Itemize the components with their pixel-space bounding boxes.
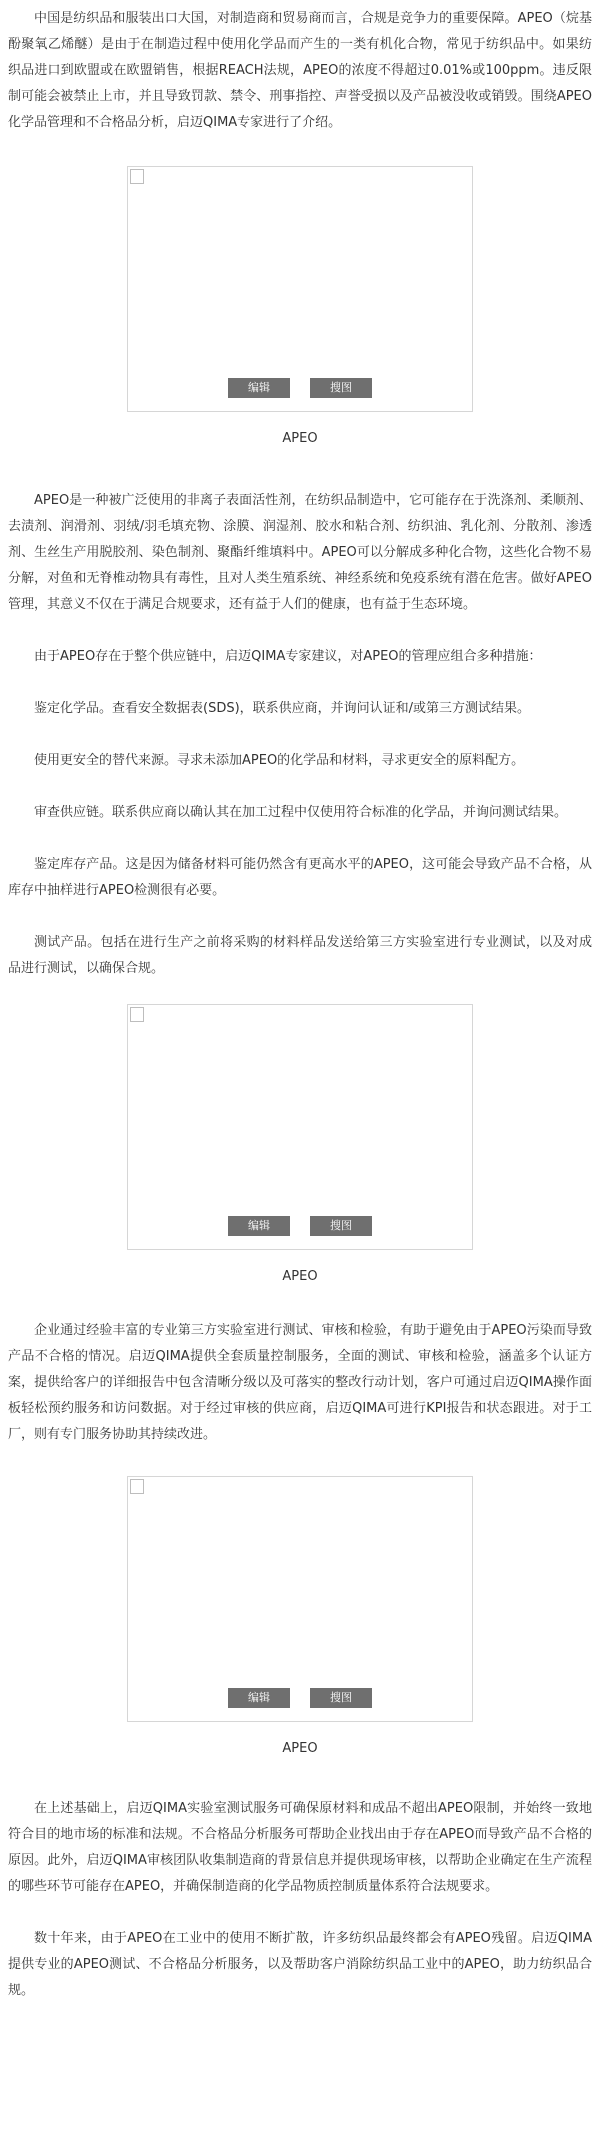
figure-3 [0, 1476, 600, 1758]
edit-image-button[interactable]: 编辑 [228, 1216, 290, 1236]
paragraph-safer-alternatives: 使用更安全的替代来源。寻求未添加APEO的化学品和材料，寻求更安全的原料配方。 [34, 753, 525, 768]
edit-image-button[interactable]: 编辑 [228, 1688, 290, 1708]
image-toolbar [128, 1216, 472, 1236]
edit-image-button[interactable]: 编辑 [228, 378, 290, 398]
paragraph-lab-testing: 在上述基础上，启迈QIMA实验室测试服务可确保原材料和成品不超出APEO限制，并始终一致地符合目的地市场的标准和法规。不合格品分析服务可帮助企业找出由于存在APEO而导致产品不合格的原因。此外，启迈QIMA审核团队收集制造商的背景信息并提供现场审核，以帮助企业确定在生产流程的哪些环节可能存在APEO，并确保制造商的化学品物质控制质量体系符合法规要求。 [8, 1801, 592, 1894]
image-toolbar [128, 378, 472, 398]
figure-1 [0, 166, 600, 448]
paragraph-review-supply-chain: 审查供应链。联系供应商以确认其在加工过程中仅使用符合标准的化学品，并询问测试结果。 [34, 805, 568, 820]
figure-caption: APEO [282, 1269, 318, 1284]
paragraph-inventory-products: 鉴定库存产品。这是因为储备材料可能仍然含有更高水平的APEO，这可能会导致产品不合格，从库存中抽样进行APEO检测很有必要。 [8, 857, 592, 898]
paragraph-test-products: 测试产品。包括在进行生产之前将采购的材料样品发送给第三方实验室进行专业测试，以及对成品进行测试，以确保合规。 [8, 935, 592, 976]
paragraph-conclusion: 数十年来，由于APEO在工业中的使用不断扩散，许多纺织品最终都会有APEO残留。启迈QIMA提供专业的APEO测试、不合格品分析服务，以及帮助客户消除纺织品工业中的APEO，助力纺织品合规。 [8, 1931, 592, 1998]
search-image-button[interactable]: 搜图 [310, 378, 372, 398]
image-placeholder[interactable] [127, 1004, 473, 1250]
figure-caption: APEO [282, 431, 318, 446]
paragraph-third-party-services: 企业通过经验丰富的专业第三方实验室进行测试、审核和检验，有助于避免由于APEO污染而导致产品不合格的情况。启迈QIMA提供全套质量控制服务，全面的测试、审核和检验，涵盖多个认证方案，提供给客户的详细报告中包含清晰分级以及可落实的整改行动计划，客户可通过启迈QIMA操作面板轻松预约服务和访问数据。对于经过审核的供应商，启迈QIMA可进行KPI报告和状态跟进。对于工厂，则有专门服务协助其持续改进。 [8, 1323, 592, 1442]
paragraph-apeo-definition: APEO是一种被广泛使用的非离子表面活性剂，在纺织品制造中，它可能存在于洗涤剂、柔顺剂、去渍剂、润滑剂、羽绒/羽毛填充物、涂膜、润湿剂、胶水和粘合剂、纺织油、乳化剂、分散剂、渗透剂、生丝生产用脱胶剂、染色制剂、聚酯纤维填料中。APEO可以分解成多种化合物，这些化合物不易分解，对鱼和无脊椎动物具有毒性，且对人类生殖系统、神经系统和免疫系统有潜在危害。做好APEO管理，其意义不仅在于满足合规要求，还有益于人们的健康，也有益于生态环境。 [8, 493, 592, 612]
image-toolbar [128, 1688, 472, 1708]
figure-2 [0, 1004, 600, 1286]
image-placeholder[interactable] [127, 166, 473, 412]
paragraph-identify-chemicals: 鉴定化学品。查看安全数据表(SDS)，联系供应商，并询问认证和/或第三方测试结果。 [34, 701, 531, 716]
paragraph-intro: 中国是纺织品和服装出口大国，对制造商和贸易商而言，合规是竞争力的重要保障。APEO（烷基酚聚氧乙烯醚）是由于在制造过程中使用化学品而产生的一类有机化合物，常见于纺织品中。如果纺织品进口到欧盟或在欧盟销售，根据REACH法规，APEO的浓度不得超过0.01%或100ppm。违反限制可能会被禁止上市，并且导致罚款、禁令、刑事指控、声誉受损以及产品被没收或销毁。围绕APEO化学品管理和不合格品分析，启迈QIMA专家进行了介绍。 [8, 11, 592, 130]
broken-image-icon [130, 169, 144, 184]
broken-image-icon [130, 1479, 144, 1494]
image-placeholder[interactable] [127, 1476, 473, 1722]
figure-caption: APEO [282, 1741, 318, 1756]
search-image-button[interactable]: 搜图 [310, 1216, 372, 1236]
paragraph-management-advice: 由于APEO存在于整个供应链中，启迈QIMA专家建议，对APEO的管理应组合多种措施： [34, 649, 542, 664]
broken-image-icon [130, 1007, 144, 1022]
search-image-button[interactable]: 搜图 [310, 1688, 372, 1708]
